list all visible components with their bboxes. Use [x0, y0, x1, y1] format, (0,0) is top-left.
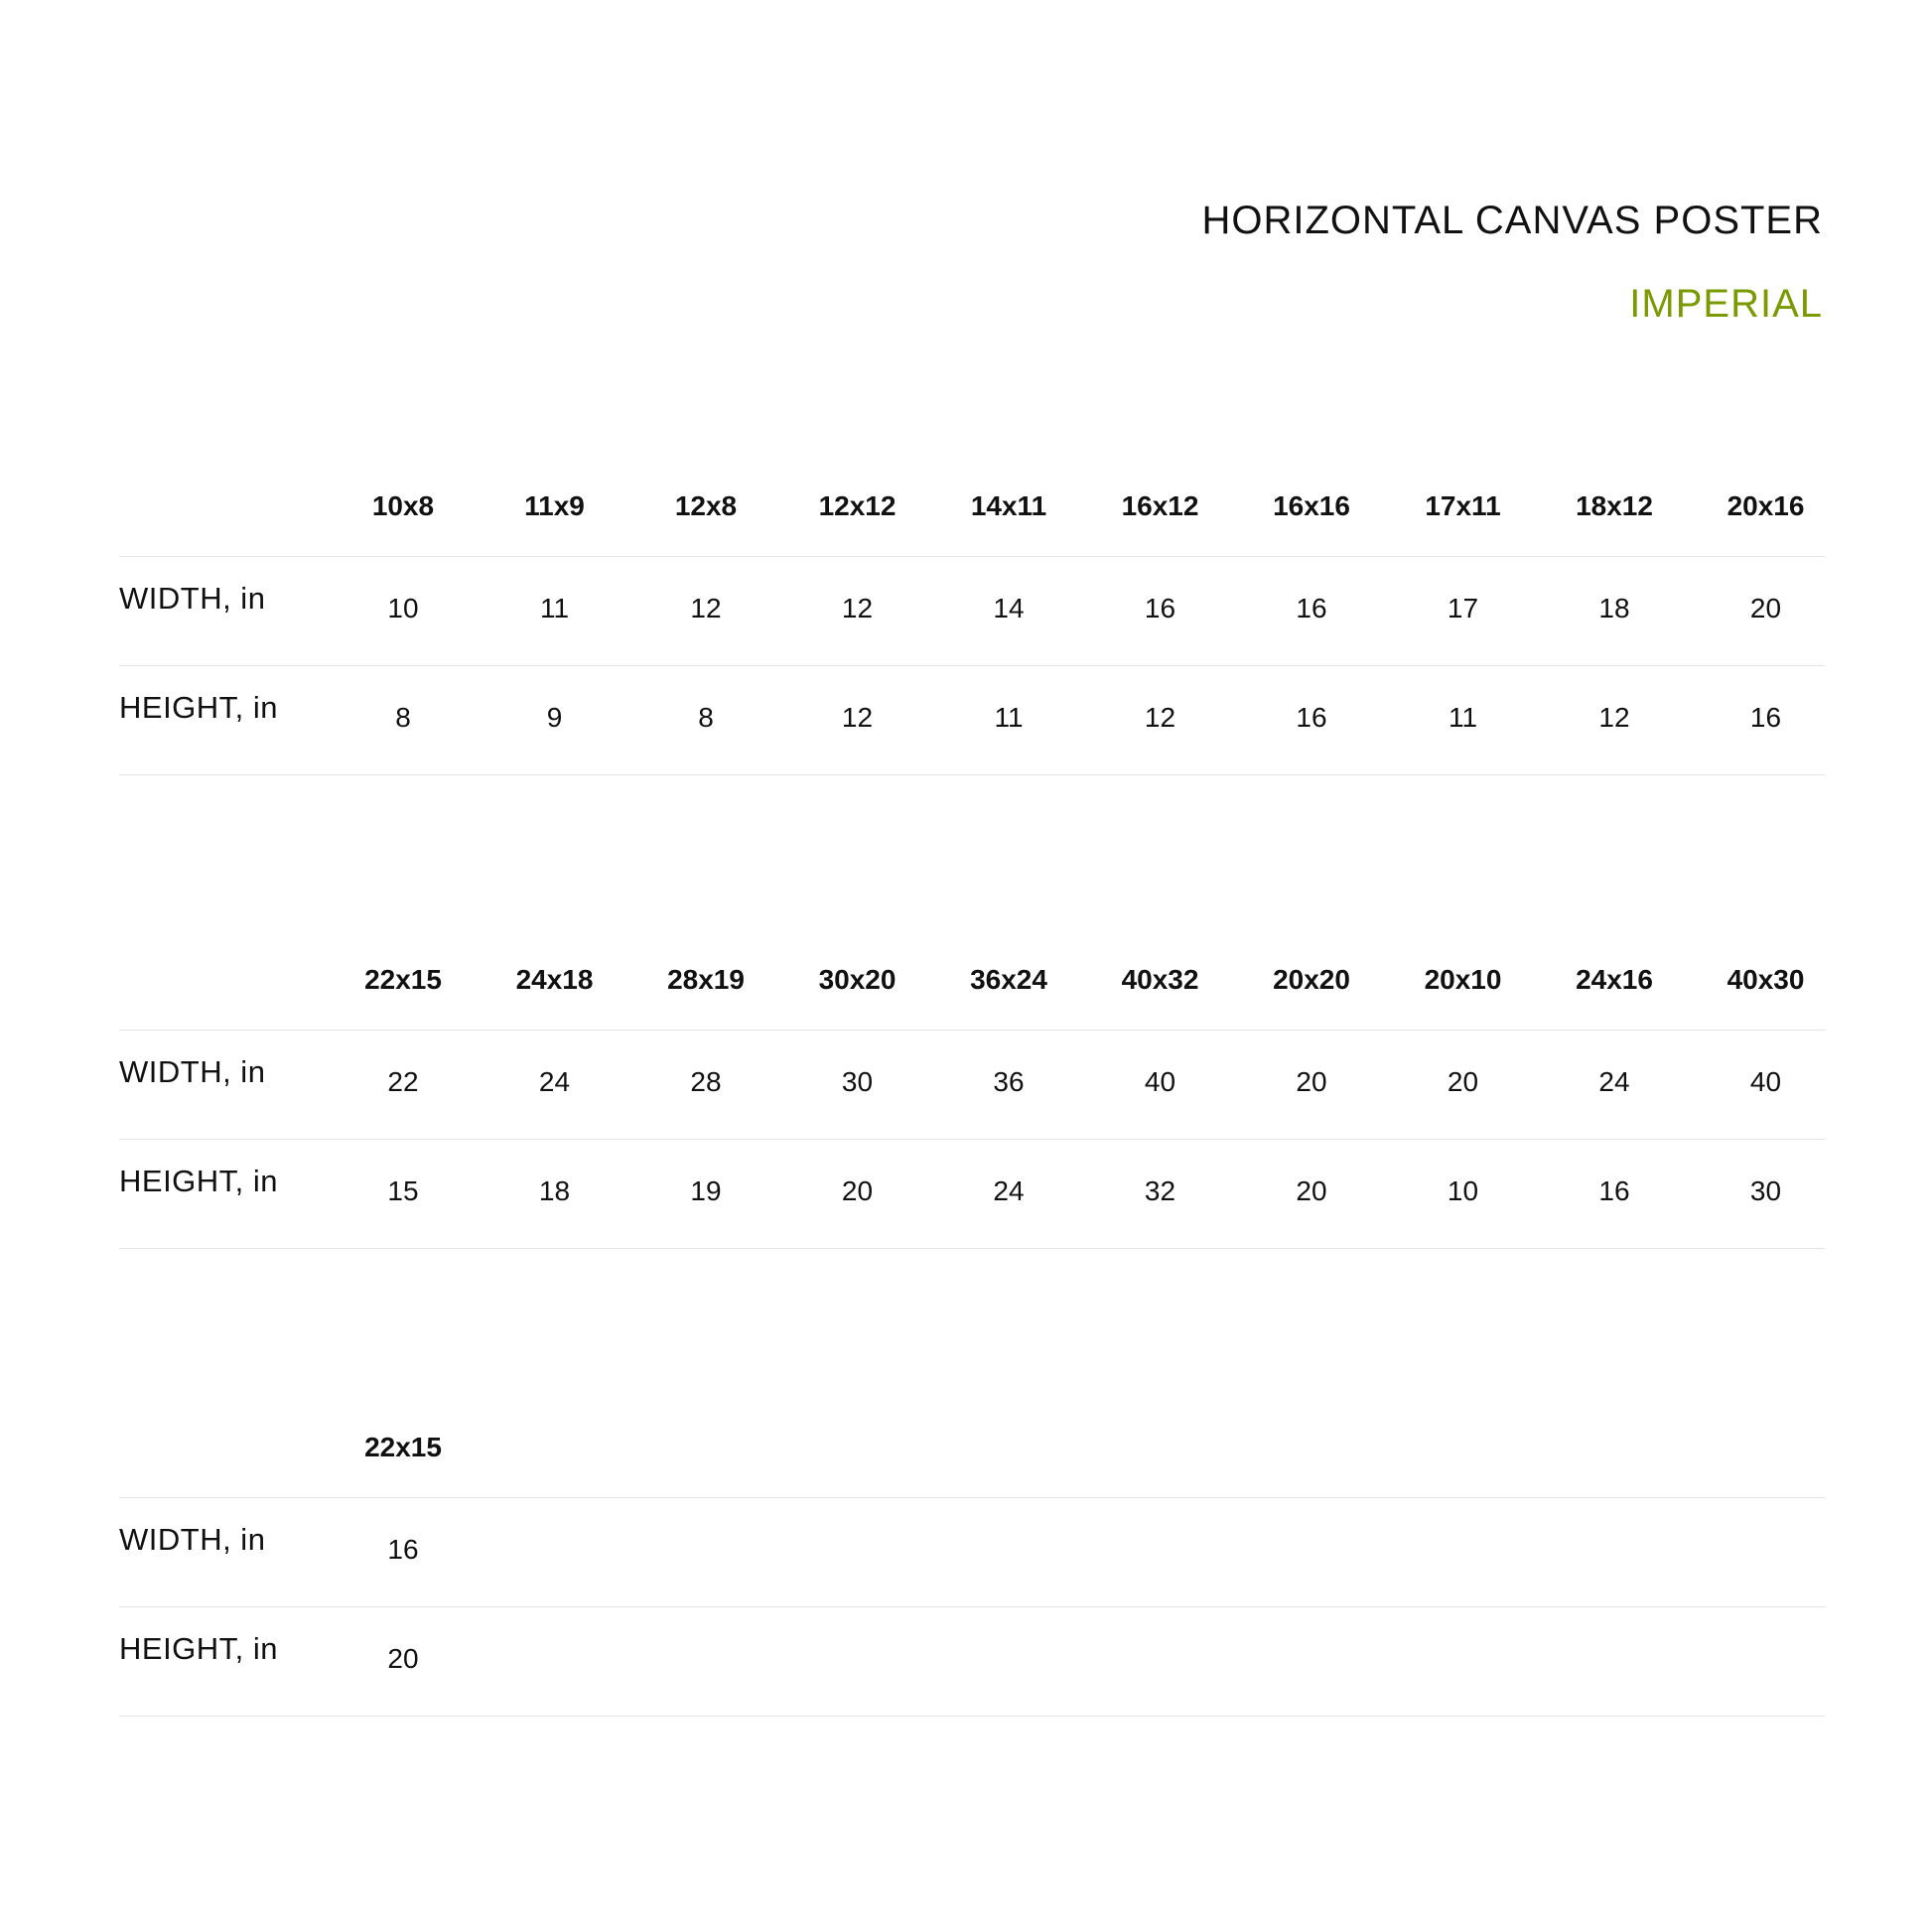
width-row: [119, 1031, 1825, 1140]
height-cell: 18: [538, 1175, 571, 1206]
width-cell: 16: [1296, 593, 1327, 623]
size-header-cell: 11x9: [524, 490, 585, 521]
size-header-cell: 24x18: [515, 964, 594, 995]
size-table-2: [119, 922, 1825, 1249]
size-header-cell: 18x12: [1576, 490, 1653, 521]
width-cell: 20: [1296, 1066, 1327, 1097]
size-header-cell: 36x24: [970, 964, 1047, 995]
width-cell: 16: [387, 1534, 419, 1565]
width-cell: 20: [1749, 593, 1782, 623]
width-cell: 22: [387, 1066, 419, 1097]
height-row-label: HEIGHT, in: [119, 1164, 279, 1198]
height-cell: 24: [993, 1175, 1025, 1206]
width-cell: 12: [690, 593, 722, 623]
width-cell: 11: [539, 593, 570, 623]
width-cell: 20: [1447, 1066, 1479, 1097]
size-header-cell: 12x8: [674, 490, 738, 521]
width-cell: 36: [993, 1066, 1025, 1097]
width-cell: 40: [1144, 1066, 1176, 1097]
height-cell: 10: [1447, 1175, 1479, 1206]
page-title: HORIZONTAL CANVAS POSTER: [1201, 199, 1823, 242]
width-row: [119, 1498, 1825, 1607]
size-header-row: [119, 1390, 1825, 1498]
height-cell: 11: [1448, 702, 1478, 733]
height-cell: 16: [1598, 1175, 1630, 1206]
height-row: [119, 1140, 1825, 1249]
size-header-cell: 30x20: [818, 964, 897, 995]
size-header-cell: 22x15: [364, 964, 442, 995]
size-header-cell: 28x19: [667, 964, 745, 995]
height-cell: 20: [1296, 1175, 1327, 1206]
size-header-cell: 20x16: [1726, 490, 1805, 521]
height-cell: 9: [546, 702, 563, 733]
height-cell: 32: [1144, 1175, 1176, 1206]
height-cell: 19: [690, 1175, 722, 1206]
size-header-cell: 24x16: [1576, 964, 1653, 995]
width-cell: 17: [1447, 593, 1479, 623]
unit-system-label: IMPERIAL: [1629, 282, 1823, 326]
size-header-cell: 16x12: [1121, 490, 1199, 521]
height-cell: 8: [698, 702, 714, 733]
size-header-cell: 20x20: [1273, 964, 1350, 995]
size-header-cell: 10x8: [371, 490, 435, 521]
height-cell: 11: [994, 702, 1024, 733]
size-header-cell: 40x30: [1726, 964, 1805, 995]
height-row-label: HEIGHT, in: [119, 690, 279, 725]
width-cell: 28: [690, 1066, 722, 1097]
width-row-label: WIDTH, in: [119, 1522, 266, 1557]
height-row: [119, 666, 1825, 775]
size-header-cell: 17x11: [1425, 490, 1501, 521]
height-cell: 12: [841, 702, 874, 733]
size-header-cell: 14x11: [970, 490, 1047, 521]
width-cell: 16: [1144, 593, 1176, 623]
size-header-cell: 12x12: [818, 490, 897, 521]
size-header-cell: 22x15: [364, 1432, 442, 1462]
size-header-cell: 20x10: [1424, 964, 1502, 995]
width-cell: 12: [841, 593, 874, 623]
height-cell: 30: [1749, 1175, 1782, 1206]
size-header-cell: 40x32: [1121, 964, 1199, 995]
height-cell: 12: [1144, 702, 1176, 733]
height-cell: 16: [1749, 702, 1782, 733]
size-header-cell: 16x16: [1273, 490, 1350, 521]
width-row-label: WIDTH, in: [119, 581, 266, 616]
height-row-label: HEIGHT, in: [119, 1631, 279, 1666]
height-cell: 15: [387, 1175, 419, 1206]
height-cell: 12: [1598, 702, 1630, 733]
width-row-label: WIDTH, in: [119, 1054, 266, 1089]
width-cell: 30: [841, 1066, 874, 1097]
width-cell: 18: [1598, 593, 1630, 623]
size-table-1: [119, 449, 1825, 775]
width-cell: 24: [538, 1066, 571, 1097]
height-row: [119, 1607, 1825, 1717]
height-cell: 8: [395, 702, 411, 733]
width-cell: 10: [387, 593, 419, 623]
size-header-row: [119, 449, 1825, 557]
width-row: [119, 557, 1825, 666]
height-cell: 16: [1296, 702, 1327, 733]
width-cell: 14: [993, 593, 1025, 623]
size-table-3: [119, 1390, 1825, 1717]
height-cell: 20: [387, 1643, 419, 1674]
size-header-row: [119, 922, 1825, 1031]
width-cell: 24: [1598, 1066, 1630, 1097]
height-cell: 20: [841, 1175, 874, 1206]
width-cell: 40: [1749, 1066, 1782, 1097]
